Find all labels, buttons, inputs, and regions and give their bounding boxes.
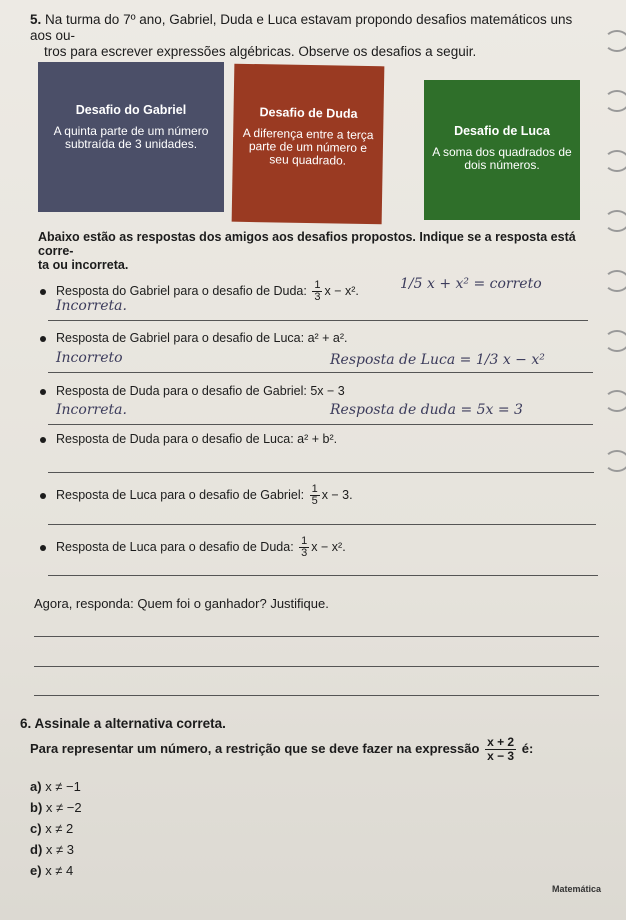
spiral-ring-icon xyxy=(604,90,626,112)
answers-intro-line1: Abaixo estão as respostas dos amigos aos desafios propostos. Indique se a resposta está corre- xyxy=(38,230,576,258)
handwritten-note-2b: Resposta de Luca = 1/3 x − x² xyxy=(330,352,545,368)
question-6-heading xyxy=(20,716,226,731)
handwritten-note-1b: 1/5 x + x² = correto xyxy=(400,276,542,292)
answer-5-text: Resposta de Luca para o desafio de Gabriel: xyxy=(56,487,305,502)
winner-question: Agora, responda: Quem foi o ganhador? Justifique. xyxy=(34,596,329,611)
option-d[interactable]: d) x ≠ 3 xyxy=(30,842,74,857)
handwritten-note-3a: Incorreta. xyxy=(56,402,127,418)
answer-5-expr: x − 3. xyxy=(321,487,353,502)
handwritten-note-2a: Incorreto xyxy=(56,350,123,366)
answer-6-text: Resposta de Luca para o desafio de Duda: xyxy=(56,539,294,554)
bullet-icon xyxy=(40,545,46,551)
card-duda xyxy=(232,64,385,225)
option-c[interactable]: c) x ≠ 2 xyxy=(30,821,74,836)
answer-line-4[interactable] xyxy=(48,472,594,473)
question-6-number: 6. xyxy=(20,716,32,731)
spiral-ring-icon xyxy=(604,210,626,232)
question-6-fraction: $\frac{x + 2}{x - 3}$ xyxy=(487,735,515,763)
answer-line-3[interactable] xyxy=(48,424,593,425)
handwritten-note-3b: Resposta de duda = 5x = 3 xyxy=(330,402,523,418)
bullet-icon xyxy=(40,493,46,499)
spiral-ring-icon xyxy=(604,390,626,412)
answer-1-text: Resposta do Gabriel para o desafio de Duda: xyxy=(56,283,307,298)
spiral-ring-icon xyxy=(604,150,626,172)
card-gabriel-text: A quinta parte de um número subtraída de 3 unidades. xyxy=(53,124,209,151)
spiral-ring-icon xyxy=(604,330,626,352)
answer-line-2[interactable] xyxy=(48,372,593,373)
answer-1-expr: x − x². xyxy=(324,283,359,298)
card-luca xyxy=(424,80,580,220)
question-6-statement xyxy=(30,736,590,763)
answer-1-fraction: $\frac{1}{3}$ xyxy=(314,279,321,303)
justification-line-1[interactable] xyxy=(34,636,599,637)
answers-intro-line2: ta ou incorreta. xyxy=(38,258,129,272)
option-a[interactable]: a) x ≠ −1 xyxy=(30,779,81,794)
question-6-title: Assinale a alternativa correta. xyxy=(34,716,226,731)
question-5-line2: tros para escrever expressões algébricas. Observe os desafios a seguir. xyxy=(44,44,477,59)
card-gabriel-title: Desafio do Gabriel xyxy=(75,103,187,117)
card-luca-text: A soma dos quadrados de dois números. xyxy=(432,145,572,172)
bullet-icon xyxy=(40,389,46,395)
answer-4-expr: a² + b². xyxy=(297,432,338,446)
question-6-end: é: xyxy=(521,740,534,756)
answer-item-6 xyxy=(40,536,346,559)
answer-4-text: Resposta de Duda para o desafio de Luca: xyxy=(56,432,294,446)
option-b[interactable]: b) x ≠ −2 xyxy=(30,800,82,815)
question-5-number: 5. xyxy=(30,12,42,27)
answer-line-5[interactable] xyxy=(48,524,596,525)
justification-line-2[interactable] xyxy=(34,666,599,667)
answer-2-expr: a² + a². xyxy=(307,331,348,345)
answer-item-5 xyxy=(40,484,353,507)
justification-line-3[interactable] xyxy=(34,695,599,696)
card-luca-title: Desafio de Luca xyxy=(454,124,550,138)
question-6-text: Para representar um número, a restrição que se deve fazer na expressão xyxy=(30,740,480,756)
answer-3-text: Resposta de Duda para o desafio de Gabriel: xyxy=(56,384,307,398)
card-duda-title: Desafio de Duda xyxy=(259,105,358,121)
answer-2-text: Resposta de Gabriel para o desafio de Luca: xyxy=(56,331,305,345)
answer-6-expr: x − x². xyxy=(311,539,346,554)
bullet-icon xyxy=(40,289,46,295)
question-5-statement xyxy=(30,12,590,60)
spiral-ring-icon xyxy=(604,450,626,472)
spiral-ring-icon xyxy=(604,30,626,52)
card-gabriel xyxy=(38,62,224,212)
answer-item-2 xyxy=(40,331,348,345)
answer-item-3 xyxy=(40,384,345,398)
answer-6-fraction: $\frac{1}{3}$ xyxy=(301,535,308,559)
question-5-line1: Na turma do 7º ano, Gabriel, Duda e Luca estavam propondo desafios matemáticos uns aos ou- xyxy=(30,12,573,43)
answer-line-6[interactable] xyxy=(48,575,598,576)
answers-intro xyxy=(38,230,598,272)
handwritten-note-1a: Incorreta. xyxy=(56,298,127,314)
answer-item-4 xyxy=(40,432,337,446)
answer-3-expr: 5x − 3 xyxy=(310,384,345,398)
answer-5-fraction: $\frac{1}{5}$ xyxy=(311,483,318,507)
bullet-icon xyxy=(40,437,46,443)
footer-subject: Matemática xyxy=(552,884,602,894)
bullet-icon xyxy=(40,336,46,342)
spiral-ring-icon xyxy=(604,270,626,292)
answer-line-1[interactable] xyxy=(48,320,588,321)
card-duda-text: A diferença entre a terça parte de um número e seu quadrado. xyxy=(242,125,374,168)
option-e[interactable]: e) x ≠ 4 xyxy=(30,863,74,878)
